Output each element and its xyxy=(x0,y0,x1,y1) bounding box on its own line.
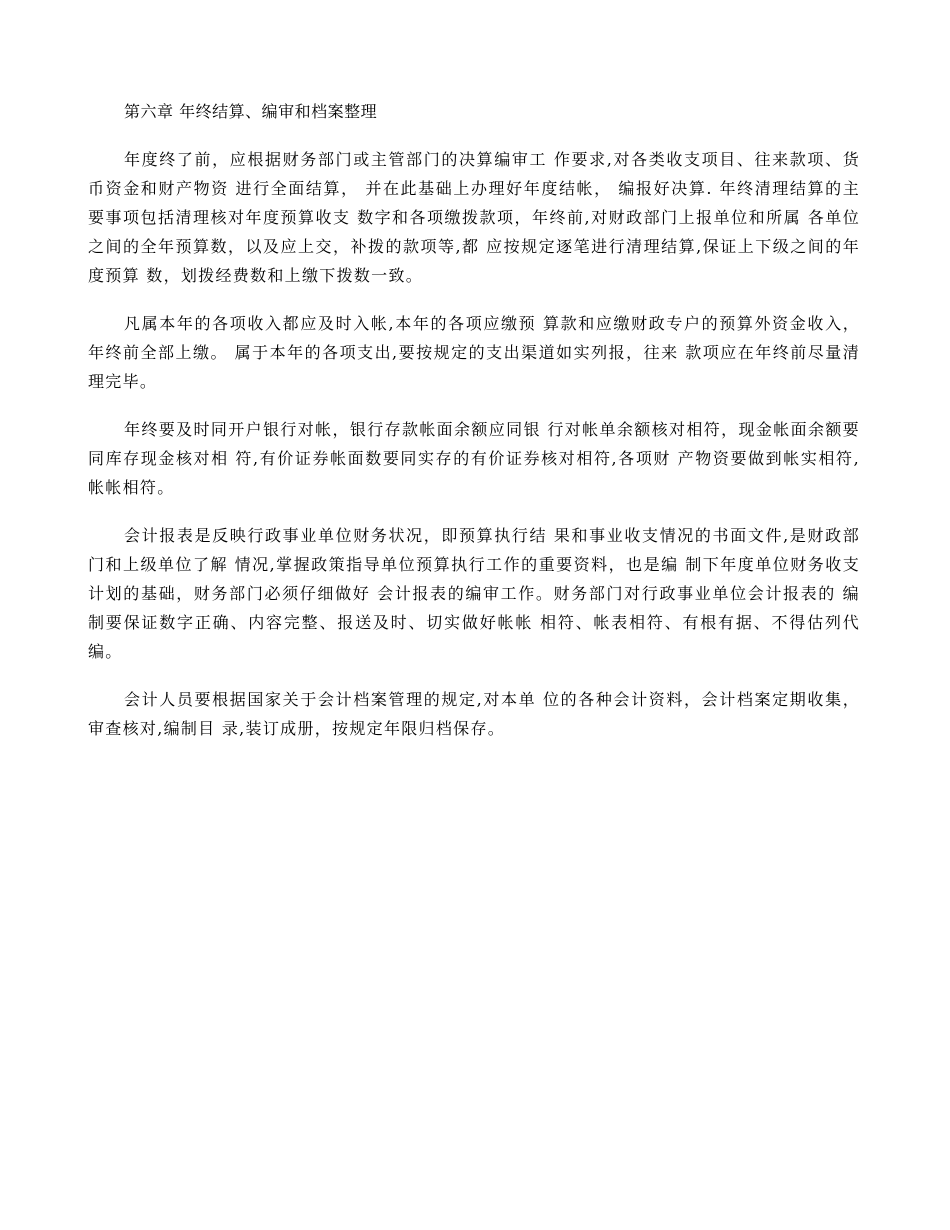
chapter-heading: 第六章 年终结算、编审和档案整理 xyxy=(124,102,378,121)
paragraph-bank-reconciliation: 年终要及时同开户银行对帐，银行存款帐面余额应同银 行对帐单余额核对相符，现金帐面余额要同库存现金核对相 符,有价证券帐面数要同实存的有价证券核对相符,各项财 产物资要做到帐实相符,帐帐相符。 xyxy=(88,420,860,497)
paragraph-archive-management: 会计人员要根据国家关于会计档案管理的规定,对本单 位的各种会计资料，会计档案定期收集，审查核对,编制目 录,装订成册，按规定年限归档保存。 xyxy=(88,690,860,738)
paragraph-year-end-settlement: 年度终了前，应根据财务部门或主管部门的决算编审工 作要求,对各类收支项目、往来款项、货币资金和财产物资 进行全面结算， 并在此基础上办理好年度结帐， 编报好决算. 年终清理结算的主要事项包括清理核对年度预算收支 数字和各项缴拨款项，年终前,对财政部门上报单位和所属 各单位之间的全年预算数，以及应上交，补拨的款项等,都 应按规定逐笔进行清理结算,保证上下级之间的年度预算 数，划拨经费数和上缴下拨数一致。 xyxy=(88,150,860,285)
paragraph-income-expenditure: 凡属本年的各项收入都应及时入帐,本年的各项应缴预 算款和应缴财政专户的预算外资金收入，年终前全部上缴。 属于本年的各项支出,要按规定的支出渠道如实列报，往来 款项应在年终前尽量清理完毕。 xyxy=(88,314,860,391)
document-page xyxy=(88,98,860,762)
paragraph-accounting-reports: 会计报表是反映行政事业单位财务状况，即预算执行结 果和事业收支情况的书面文件,是财政部门和上级单位了解 情况,掌握政策指导单位预算执行工作的重要资料，也是编 制下年度单位财务收支计划的基础，财务部门必须仔细做好 会计报表的编审工作。财务部门对行政事业单位会计报表的 编制要保证数字正确、内容完整、报送及时、切实做好帐帐 相符、帐表相符、有根有据、不得估列代编。 xyxy=(88,526,860,661)
